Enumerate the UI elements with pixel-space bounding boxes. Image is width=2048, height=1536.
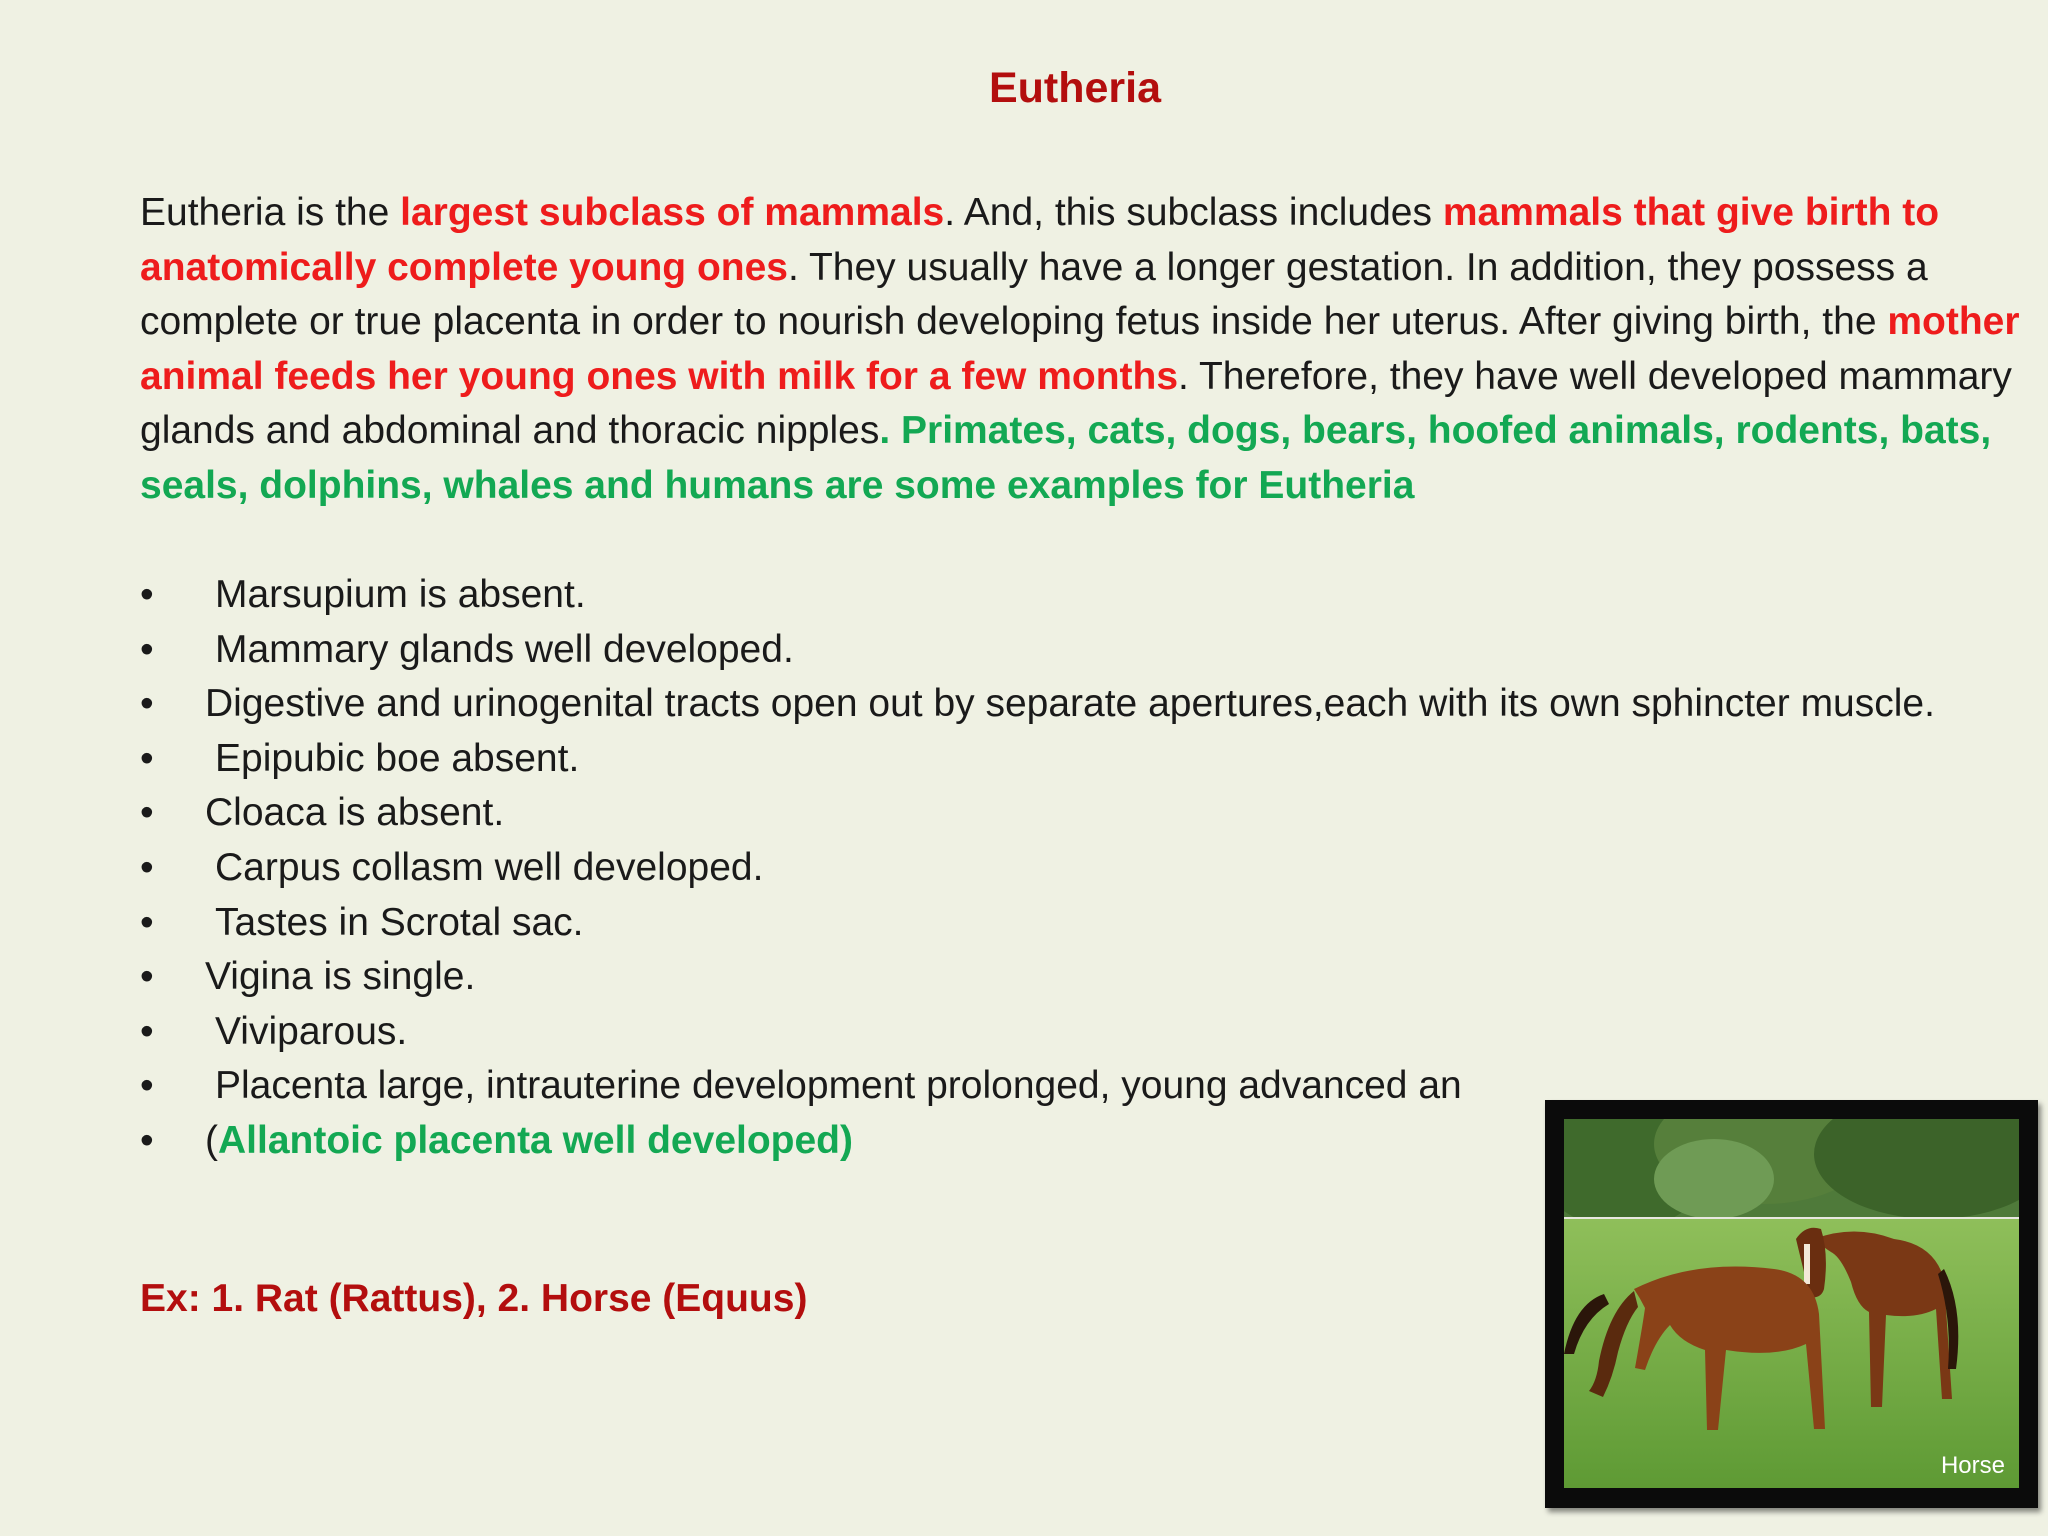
para-text-1: Eutheria is the (140, 191, 401, 234)
list-item (140, 950, 2040, 1005)
list-item (140, 568, 2040, 623)
list-item (140, 623, 2040, 678)
highlight-mother-feeds: mother animal feeds her young ones with milk for a few months (140, 300, 2020, 398)
list-item (140, 677, 2040, 732)
para-text-3: . They usually have a longer gestation. In addition, they possess a complete or true placenta in order to nourish developing fetus inside her uterus. After giving birth, the (140, 245, 1928, 344)
list-item (140, 1005, 2040, 1060)
intro-paragraph (140, 186, 2020, 514)
list-item (140, 896, 2040, 951)
list-item-text: Digestive and urinogenital tracts open out by separate apertures,each with its own sphincter muscle. (205, 682, 1935, 726)
para-text-4: . Therefore, they have well developed mammary glands and abdominal and thoracic nipples (140, 354, 2012, 453)
highlight-examples: . Primates, cats, dogs, bears, hoofed animals, rodents, bats, seals, dolphins, whales and humans are some examples for Eutheria (140, 409, 1992, 507)
list-item (140, 732, 2040, 787)
horse-photo (1564, 1119, 2019, 1488)
horse-photo-frame (1545, 1100, 2038, 1508)
highlight-give-birth: mammals that give birth to anatomically complete young ones (140, 191, 1940, 289)
para-text-2: . And, this subclass includes (944, 191, 1443, 234)
list-item-text: Mammary glands well developed. (215, 627, 794, 671)
list-item-text: Viviparous. (215, 1009, 408, 1053)
horse-photo-icon (1564, 1119, 2019, 1488)
list-item-text: Vigina is single. (205, 955, 476, 999)
list-item (140, 786, 2040, 841)
list-item-paren: ( (205, 1118, 218, 1162)
slide-title: Eutheria (988, 64, 1162, 112)
photo-caption: Horse (1940, 1452, 2005, 1479)
list-item-text: Epipubic boe absent. (215, 736, 580, 780)
list-item-text: Placenta large, intrauterine development prolonged, young advanced an (215, 1064, 1462, 1108)
list-item-text: Cloaca is absent. (205, 791, 505, 835)
list-item-text: Tastes in Scrotal sac. (215, 900, 584, 944)
list-item-text: Marsupium is absent. (215, 573, 586, 616)
list-item (140, 841, 2040, 896)
list-item-green-text: Allantoic placenta well developed) (218, 1118, 853, 1162)
feature-list (140, 568, 2040, 1169)
highlight-largest-subclass: largest subclass of mammals (400, 191, 945, 234)
list-item-text: Carpus collasm well developed. (215, 845, 764, 889)
example-line: Ex: 1. Rat (Rattus), 2. Horse (Equus) (140, 1277, 808, 1320)
